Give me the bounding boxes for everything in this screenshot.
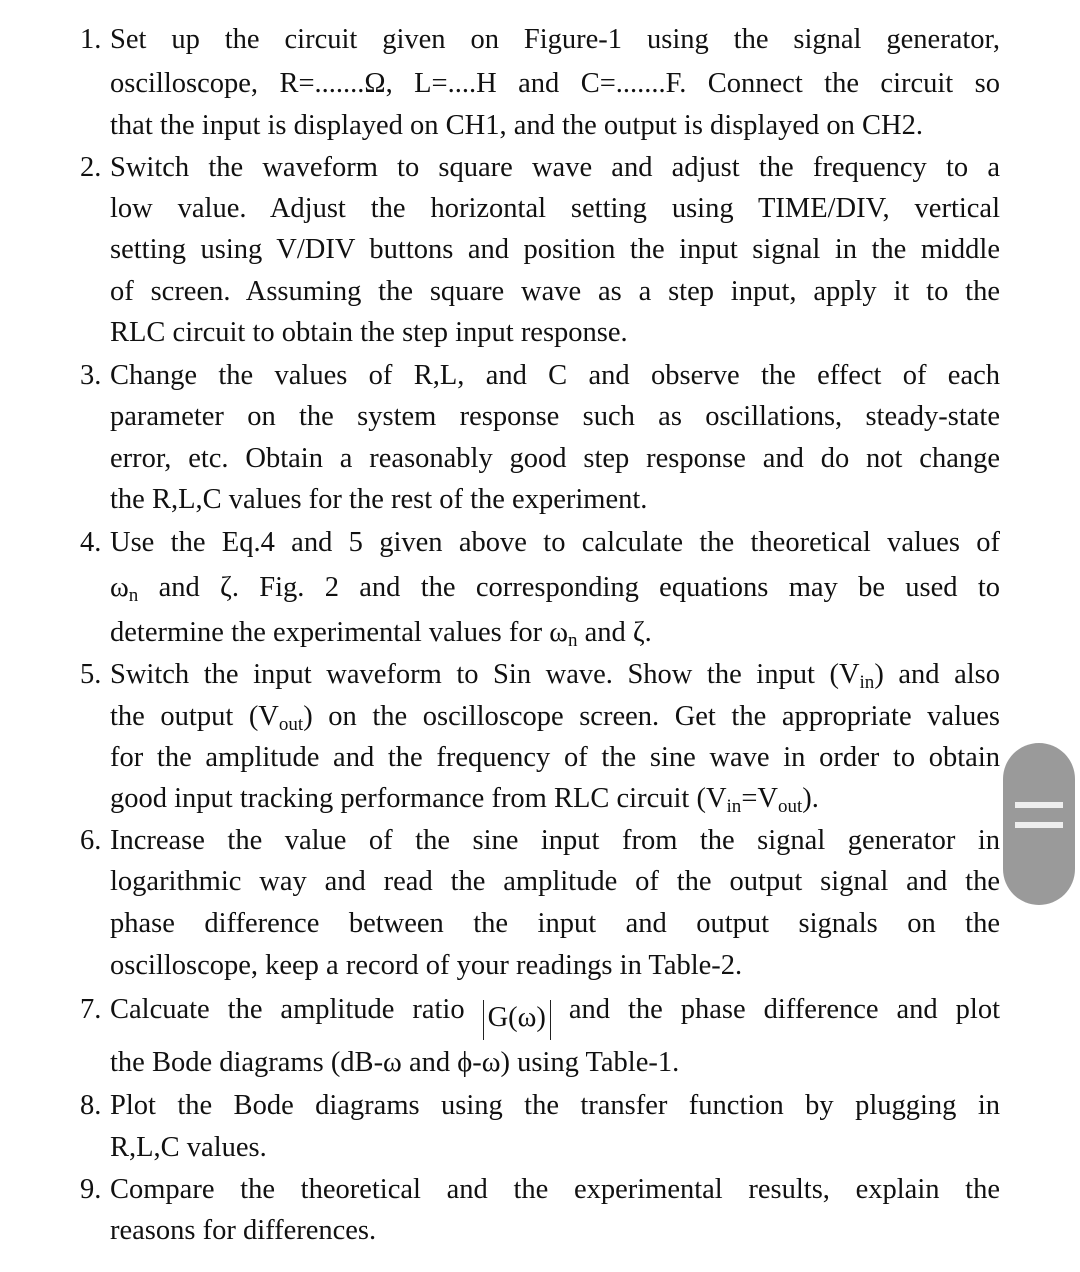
step-text-line — [110, 1086, 1000, 1126]
text-segment: Increase the value of the sine input from the signal generator in — [110, 825, 1000, 856]
step-text-line — [110, 356, 1000, 396]
text-segment: ) on the oscilloscope screen. Get the appropriate values — [303, 701, 1000, 732]
text-segment: that the input is displayed on CH1, and the output is displayed on CH2. — [110, 110, 923, 141]
step-text-line — [110, 480, 1000, 520]
text-segment: and ζ. Fig. 2 and the corresponding equations may be used to — [138, 572, 1000, 603]
step-text-line — [110, 697, 1000, 737]
text-segment: Use the Eq.4 and 5 given above to calculate the theoretical values of — [110, 527, 1000, 558]
step-text-line — [110, 613, 1000, 653]
step-text-line — [110, 439, 1000, 479]
step-text-line — [110, 904, 1000, 944]
subscript: out — [278, 714, 304, 735]
text-segment: Plot the Bode diagrams using the transfer function by plugging in — [110, 1090, 1000, 1121]
step-text-line — [110, 990, 1000, 1033]
text-segment: RLC circuit to obtain the step input response. — [110, 317, 628, 348]
text-segment: ). — [802, 783, 819, 814]
text-segment: Compare the theoretical and the experimental results, explain the — [110, 1174, 1000, 1205]
step-number: 4. — [80, 527, 102, 558]
grip-line-icon — [1015, 802, 1063, 808]
step-text-line — [110, 655, 1000, 695]
step-number: 1. — [80, 24, 102, 55]
text-segment: low value. Adjust the horizontal setting using TIME/DIV, vertical — [110, 193, 1000, 224]
step-text-line — [110, 862, 1000, 902]
text-segment: of screen. Assuming the square wave as a step input, apply it to the — [110, 276, 1000, 307]
step-text-line — [110, 821, 1000, 861]
text-segment: the output (V — [110, 701, 279, 732]
text-segment: =V — [741, 783, 778, 814]
step-number: 3. — [80, 360, 102, 391]
subscript: out — [777, 796, 803, 817]
step-text-line — [110, 148, 1000, 188]
step-number: 8. — [80, 1090, 102, 1121]
absolute-value: G(ω) — [483, 1000, 551, 1040]
text-segment: phase difference between the input and output signals on the — [110, 908, 1000, 939]
text-segment: and the phase difference and plot — [550, 994, 1000, 1025]
step-text-line — [110, 1043, 1000, 1083]
step-number: 7. — [80, 994, 102, 1025]
step-text-line — [110, 523, 1000, 563]
grip-line-icon — [1015, 822, 1063, 828]
step-text-line — [110, 1170, 1000, 1210]
text-segment: the Bode diagrams (dB-ω and ϕ-ω) using Table-1. — [110, 1047, 680, 1078]
text-segment: and ζ. — [577, 617, 652, 648]
text-segment: ω — [110, 572, 129, 603]
step-text-line — [110, 230, 1000, 270]
text-segment: the R,L,C values for the rest of the experiment. — [110, 484, 648, 515]
text-segment: logarithmic way and read the amplitude of the output signal and the — [110, 866, 1000, 897]
step-text-line — [110, 397, 1000, 437]
step-text-line — [110, 1211, 1000, 1251]
step-text-line — [110, 568, 1000, 608]
text-segment: ) and also — [874, 659, 1000, 690]
text-segment: error, etc. Obtain a reasonably good step response and do not change — [110, 443, 1000, 474]
step-text-line — [110, 738, 1000, 778]
step-text-line — [110, 946, 1000, 986]
text-segment: oscilloscope, keep a record of your readings in Table-2. — [110, 950, 743, 981]
step-text-line — [110, 20, 1000, 60]
text-segment: oscilloscope, R=.......Ω, L=....H and C=.......F. Connect the circuit so — [110, 68, 1000, 99]
step-number: 9. — [80, 1174, 102, 1205]
step-number: 6. — [80, 825, 102, 856]
subscript: n — [567, 630, 578, 651]
subscript: in — [726, 796, 742, 817]
step-text-line — [110, 64, 1000, 104]
step-text-line — [110, 189, 1000, 229]
step-text-line — [110, 779, 1000, 819]
step-number: 2. — [80, 152, 102, 183]
text-segment: Switch the input waveform to Sin wave. Show the input (V — [110, 659, 860, 690]
text-segment: parameter on the system response such as oscillations, steady-state — [110, 401, 1000, 432]
text-segment: R,L,C values. — [110, 1132, 267, 1163]
text-segment: reasons for differences. — [110, 1215, 377, 1246]
scroll-handle[interactable] — [1003, 743, 1075, 905]
step-text-line — [110, 106, 1000, 146]
text-segment: Switch the waveform to square wave and adjust the frequency to a — [110, 152, 1000, 183]
text-segment: Calcuate the amplitude ratio — [110, 994, 483, 1025]
text-segment: good input tracking performance from RLC circuit (V — [110, 783, 727, 814]
text-segment: setting using V/DIV buttons and position the input signal in the middle — [110, 234, 1000, 265]
step-text-line — [110, 313, 1000, 353]
step-text-line — [110, 1128, 1000, 1168]
text-segment: determine the experimental values for ω — [110, 617, 568, 648]
subscript: n — [128, 585, 139, 606]
text-segment: Set up the circuit given on Figure-1 using the signal generator, — [110, 24, 1000, 55]
step-number: 5. — [80, 659, 102, 690]
subscript: in — [859, 672, 875, 693]
step-text-line — [110, 272, 1000, 312]
text-segment: Change the values of R,L, and C and observe the effect of each — [110, 360, 1000, 391]
text-segment: for the amplitude and the frequency of the sine wave in order to obtain — [110, 742, 1000, 773]
